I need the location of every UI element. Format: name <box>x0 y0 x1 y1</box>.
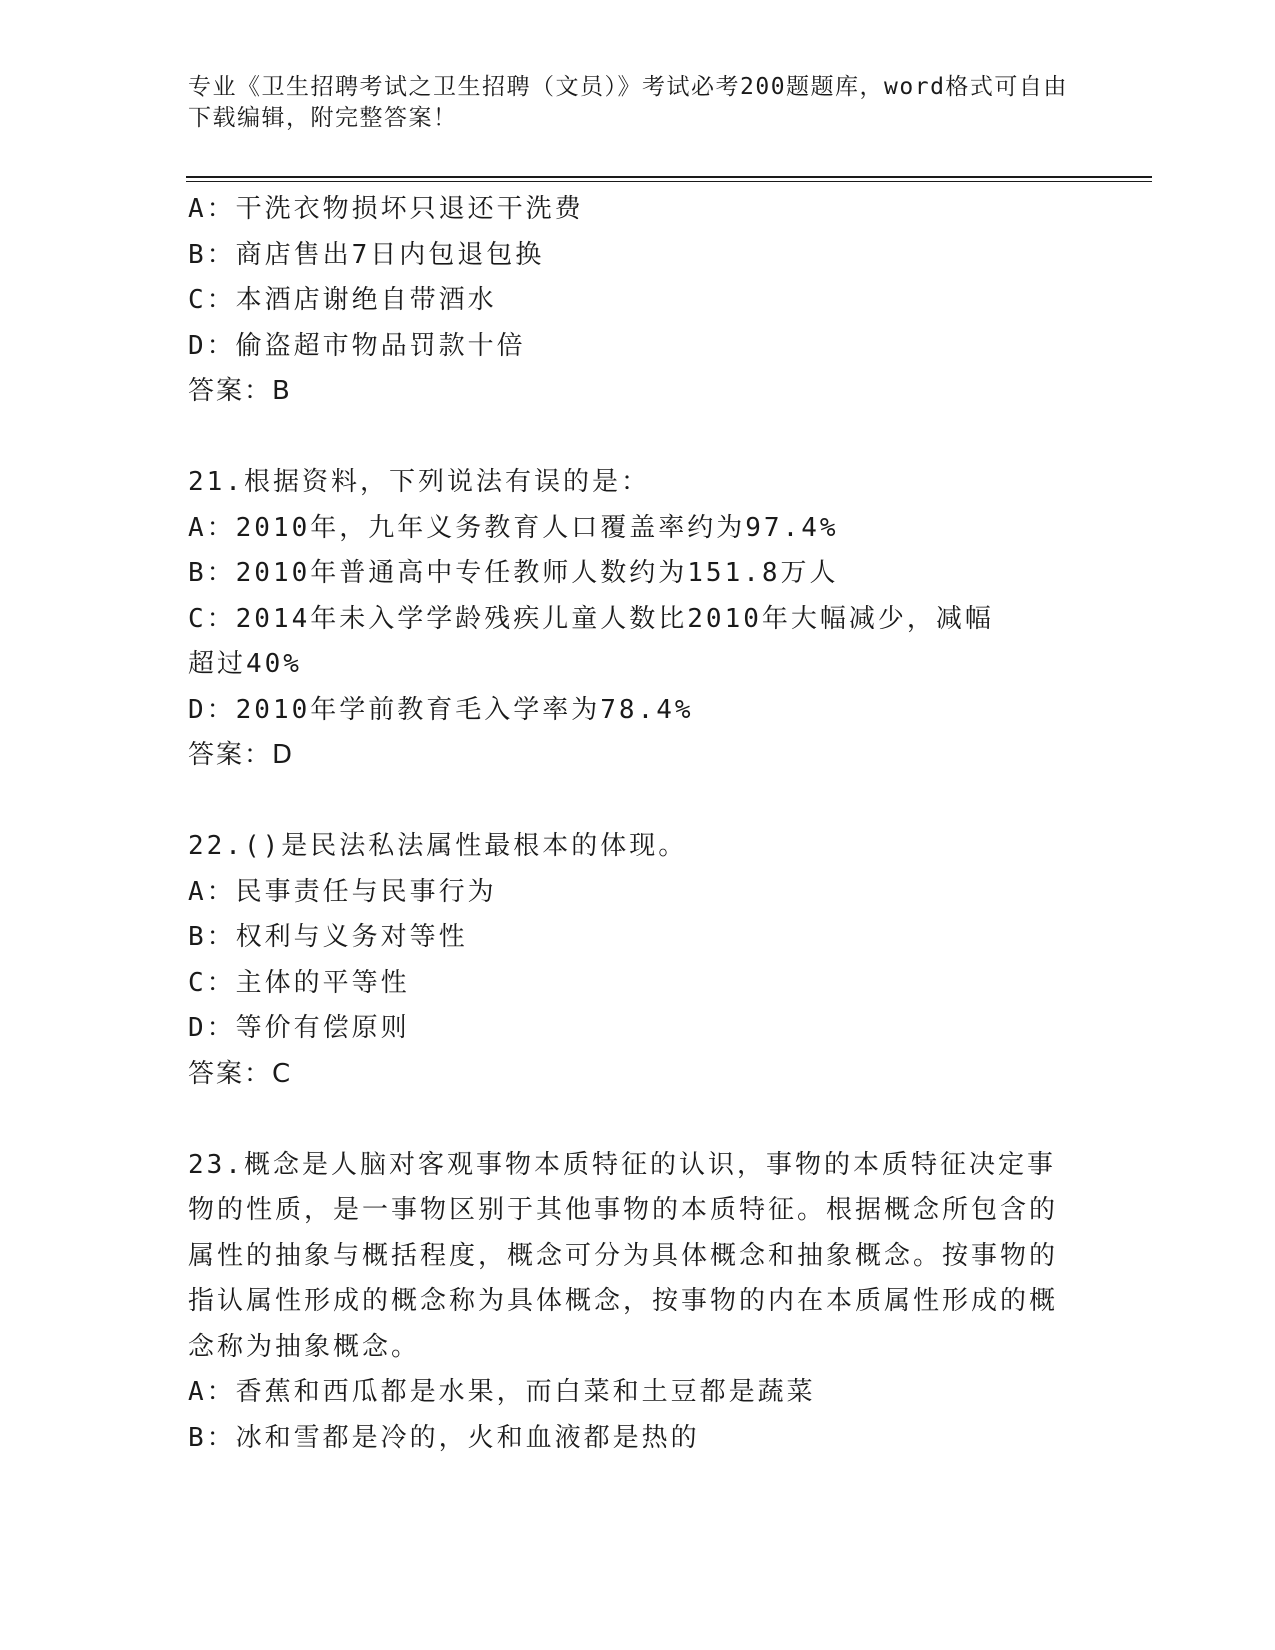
question-21 <box>188 460 1088 779</box>
option-c: C：本酒店谢绝自带酒水 <box>188 285 497 315</box>
option-d: D：2010年学前教育毛入学率为78.4% <box>188 694 694 725</box>
option-d: D：等价有偿原则 <box>188 1013 410 1043</box>
spacer <box>188 415 1088 461</box>
answer: 答案：B <box>188 376 292 406</box>
answer: 答案：C <box>188 1058 293 1089</box>
header-divider-thin <box>186 181 1152 182</box>
answer: 答案：D <box>188 740 295 770</box>
question-22 <box>188 824 1088 1097</box>
document-header <box>188 72 1068 134</box>
option-d: D：偷盗超市物品罚款十倍 <box>188 330 526 361</box>
header-divider-thick <box>186 176 1152 178</box>
document-title: 专业《卫生招聘考试之卫生招聘（文员）》考试必考200题题库，word格式可自由下载编辑，附完整答案！ <box>188 74 1068 131</box>
spacer <box>188 779 1088 825</box>
option-c: C：2014年未入学学龄残疾儿童人数比2010年大幅减少，减幅超过40% <box>188 603 994 679</box>
question-23 <box>188 1143 1088 1462</box>
option-a: A：香蕉和西瓜都是水果，而白菜和土豆都是蔬菜 <box>188 1377 816 1407</box>
option-b: B：权利与义务对等性 <box>188 922 468 952</box>
spacer <box>188 1097 1088 1143</box>
option-b: B：商店售出7日内包退包换 <box>188 239 545 270</box>
question-stem: 21.根据资料，下列说法有误的是： <box>188 467 650 497</box>
option-a: A：干洗衣物损坏只退还干洗费 <box>188 194 584 224</box>
question-stem: 22.()是民法私法属性最根本的体现。 <box>188 831 688 861</box>
option-b: B：2010年普通高中专任教师人数约为151.8万人 <box>188 558 839 588</box>
option-a: A：2010年，九年义务教育人口覆盖率约为97.4% <box>188 512 839 543</box>
question-list <box>188 187 1088 1461</box>
question-stem: 23.概念是人脑对客观事物本质特征的认识，事物的本质特征决定事物的性质，是一事物区别于其他事物的本质特征。根据概念所包含的属性的抽象与概括程度，概念可分为具体概念和抽象概念。按事物的指认属性形成的概念称为具体概念，按事物的内在本质属性形成的概念称为抽象概念。 <box>188 1149 1059 1362</box>
option-c: C：主体的平等性 <box>188 967 410 998</box>
question-20 <box>188 187 1088 415</box>
option-b: B：冰和雪都是冷的，火和血液都是热的 <box>188 1422 700 1453</box>
option-a: A：民事责任与民事行为 <box>188 876 497 907</box>
